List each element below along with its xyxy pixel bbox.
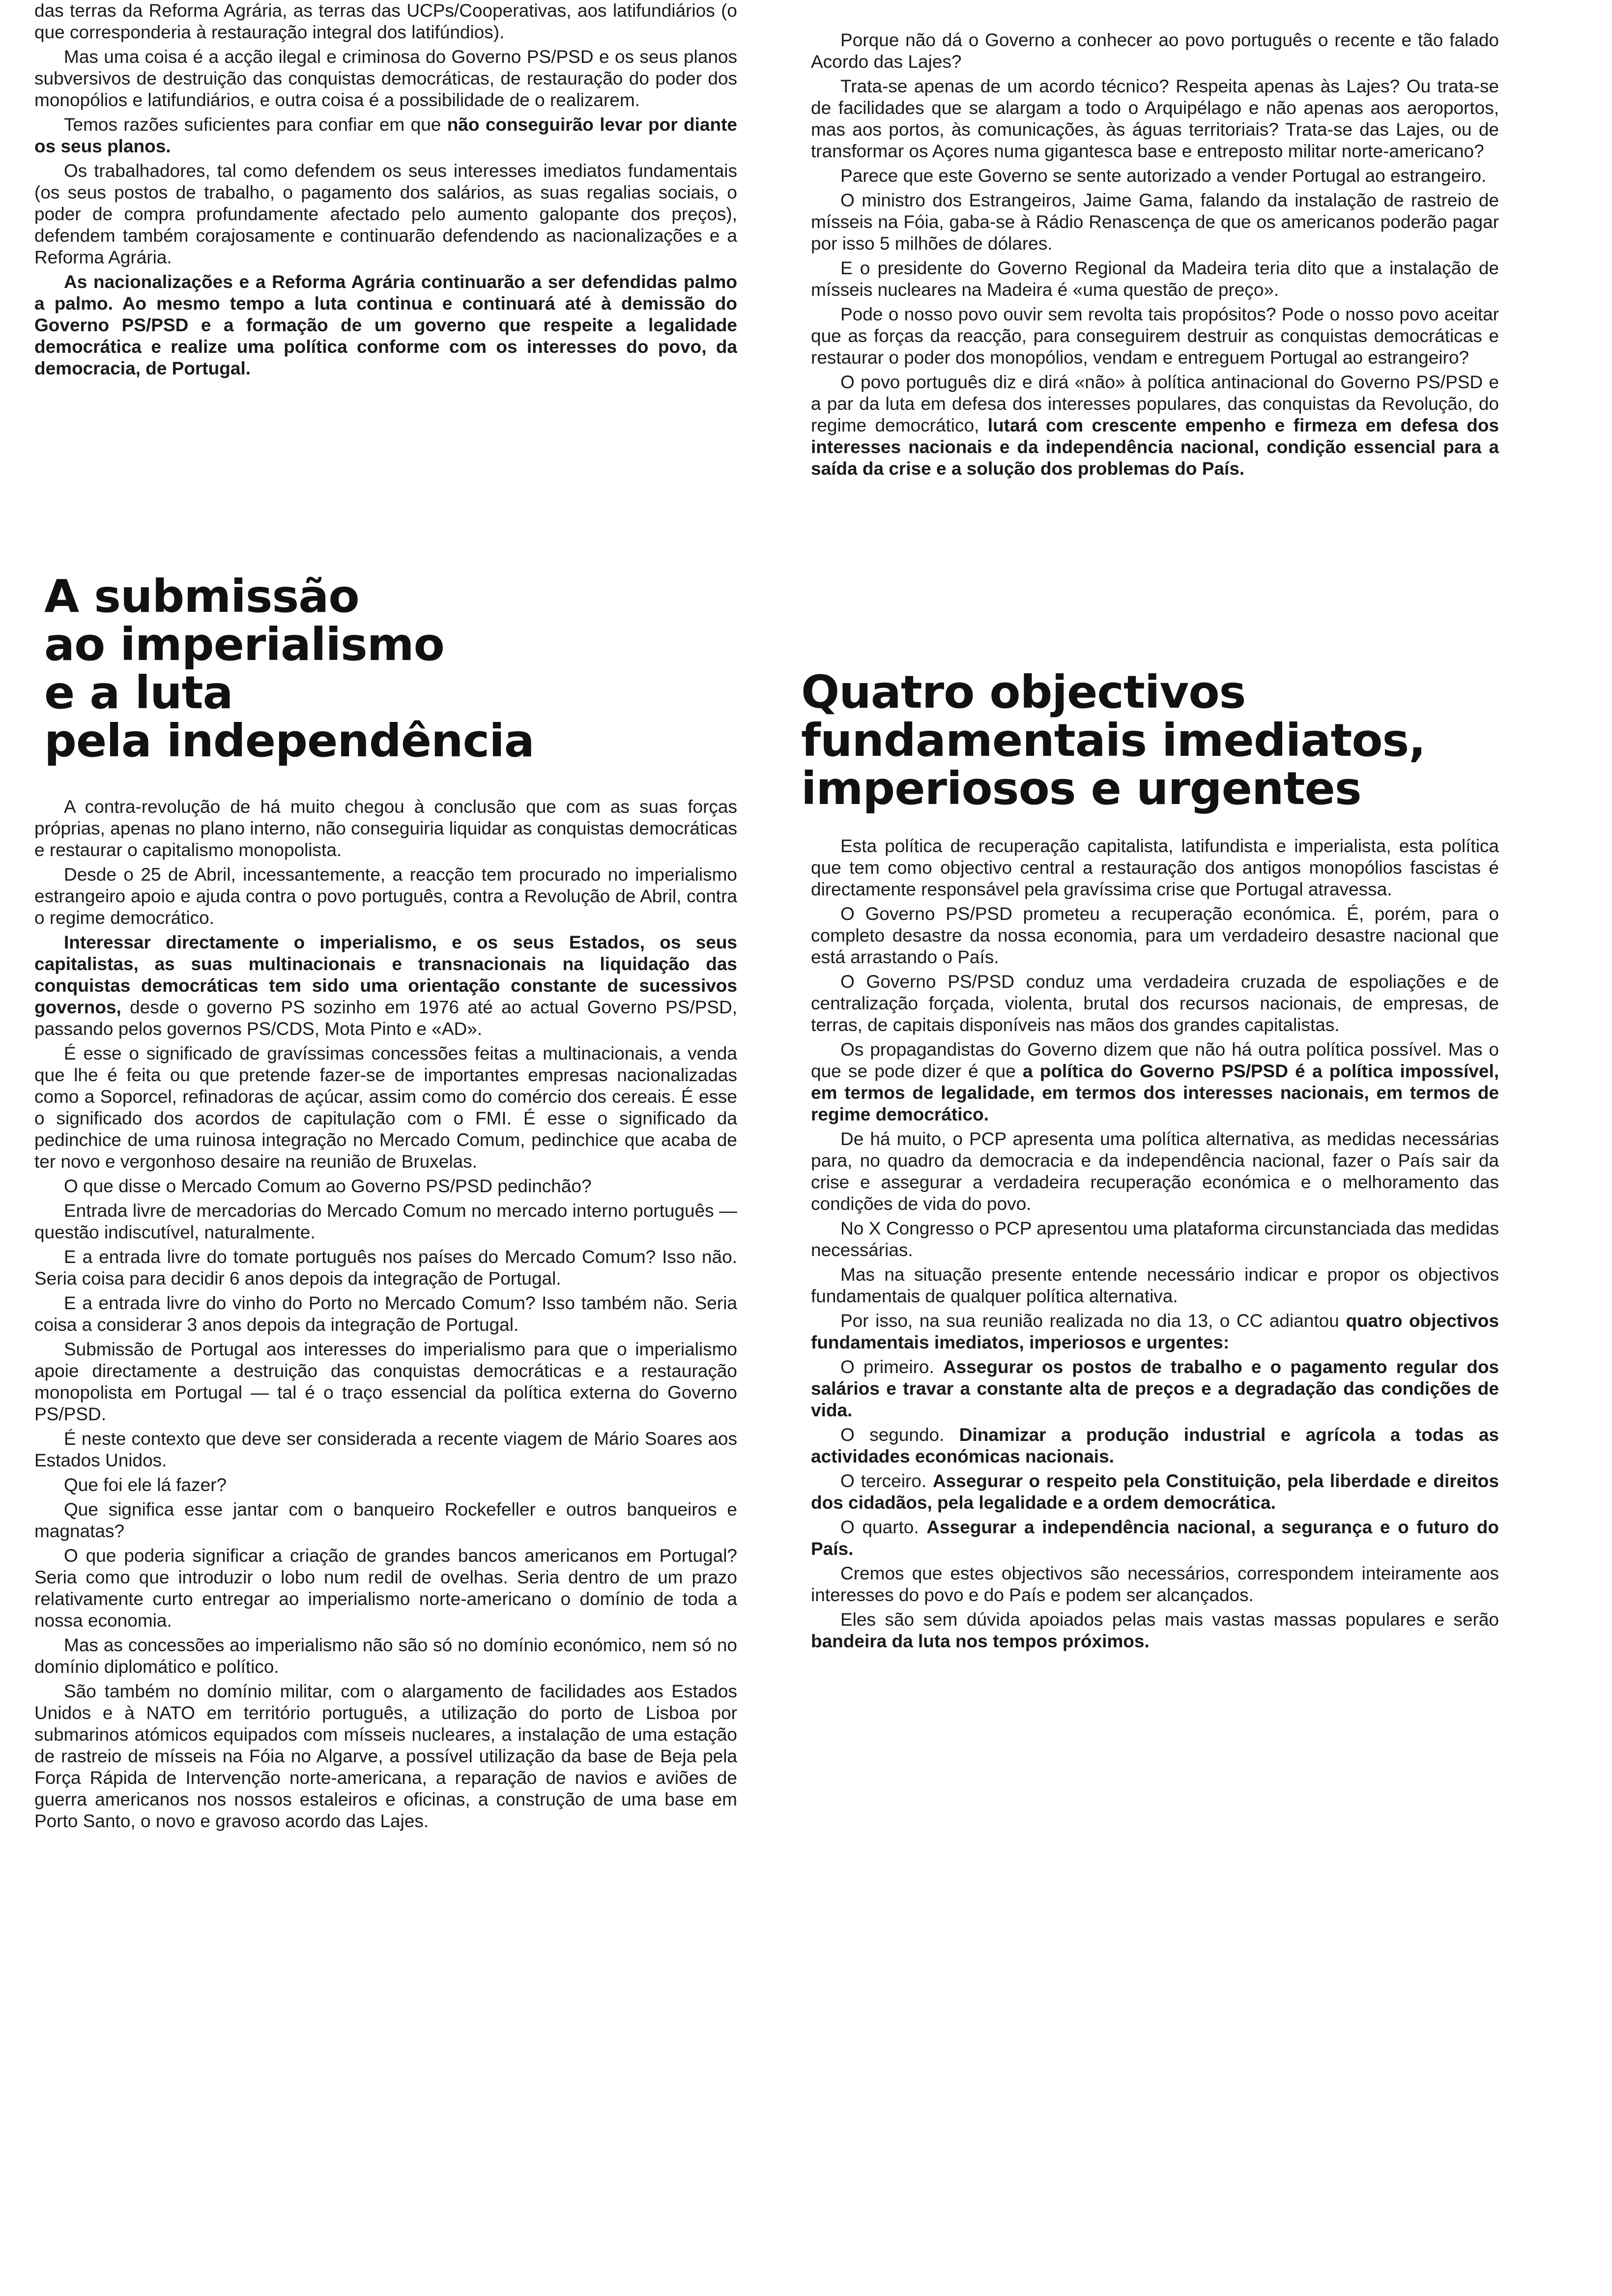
paragraph: E a entrada livre do vinho do Porto no Mercado Comum? Isso também não. Seria coisa a considerar 3 anos depois da integração de Portugal. [34, 1293, 737, 1335]
paragraph-emphasis: Assegurar os postos de trabalho e o pagamento regular dos salários e travar a constante alta de preços e a degradação das condições de vida. [811, 1357, 1499, 1420]
paragraph: das terras da Reforma Agrária, as terras das UCPs/Cooperativas, aos latifundiários (o que corresponderia à restauração integral dos latifúndios). [34, 0, 737, 42]
paragraph: Mas uma coisa é a acção ilegal e criminosa do Governo PS/PSD e os seus planos subversivos de destruição das conquistas democráticas, de restauração do poder dos monopólios e latifundiários, e outra coisa é a possibilidade de o realizarem. [34, 47, 737, 110]
paragraph-emphasis: não conseguirão levar por diante os seus planos. [34, 115, 737, 156]
paragraph-emphasis: quatro objectivos fundamentais imediatos, imperiosos e urgentes: [811, 1311, 1499, 1352]
paragraph: O Governo PS/PSD prometeu a recuperação económica. É, porém, para o completo desastre da nossa economia, para um verdadeiro desastre nacional que está arrastando o País. [811, 904, 1499, 967]
paragraph [811, 1609, 1499, 1652]
paragraph: São também no domínio militar, com o alargamento de facilidades aos Estados Unidos e à NATO em território português, a utilização do porto de Lisboa por submarinos atómicos equipados com mísseis nucleares, a instalação de uma estação de rastreio de mísseis na Fóia no Algarve, a possível utilização da base de Beja pela Força Rápida de Intervenção norte-americana, a reparação de navios e aviões de guerra americanos nos nossos estaleiros e oficinas, a construção de uma base em Porto Santo, o novo e gravoso acordo das Lajes. [34, 1681, 737, 1831]
paragraph: O Governo PS/PSD conduz uma verdadeira cruzada de espoliações e de centralização forçada, violenta, brutal dos recursos nacionais, de empresas, de terras, de capitais disponíveis nas mãos dos grandes capitalistas. [811, 972, 1499, 1035]
paragraph: No X Congresso o PCP apresentou uma plataforma circunstanciada das medidas necessárias. [811, 1218, 1499, 1260]
paragraph: É esse o significado de gravíssimas concessões feitas a multinacionais, a venda que lhe é feita ou que pretende fazer-se de importantes empresas nacionalizadas como a Soporcel, refinadoras de açúcar, assim como do comércio dos cereais. É esse o significado dos acordos de capitulação com o FMI. É esse o significado da pedinchice de uma ruinosa integração no Mercado Comum, pedinchice que acaba de ter novo e vergonhoso desaire na reunião de Bruxelas. [34, 1043, 737, 1172]
paragraph-emphasis: Assegurar a independência nacional, a segurança e o futuro do País. [811, 1517, 1499, 1559]
paragraph-emphasis: Dinamizar a produção industrial e agrícola a todas as actividades económicas nacionais. [811, 1425, 1499, 1466]
paragraph [811, 372, 1499, 480]
paragraph-text: Eles são sem dúvida apoiados pelas mais vastas massas populares e serão [840, 1609, 1499, 1630]
paragraph: O que disse o Mercado Comum ao Governo PS/PSD pedinchão? [64, 1176, 592, 1196]
paragraph-bold: As nacionalizações e a Reforma Agrária continuarão a ser defendidas palmo a palmo. Ao mesmo tempo a luta continua e continuará até à demissão do Governo PS/PSD e a formação de um governo que respeite a legalidade democrática e realize uma política conforme com os interesses do povo, da democracia, de Portugal. [34, 272, 737, 378]
paragraph [811, 1517, 1499, 1560]
paragraph-text: O povo português diz e dirá «não» à política antinacional do Governo PS/PSD e a par da luta em defesa dos interesses populares, das conquistas da Revolução, do regime democrático, [811, 372, 1499, 435]
right-column-bottom [811, 835, 1499, 1655]
paragraph: E a entrada livre do tomate português nos países do Mercado Comum? Isso não. Seria coisa para decidir 6 anos depois da integração de Portugal. [34, 1247, 737, 1289]
paragraph: Porque não dá o Governo a conhecer ao povo português o recente e tão falado Acordo das Lajes? [811, 30, 1499, 72]
paragraph-text: O segundo. [840, 1425, 959, 1445]
paragraph: É neste contexto que deve ser considerada a recente viagem de Mário Soares aos Estados Unidos. [34, 1429, 737, 1470]
paragraph: O que poderia significar a criação de grandes bancos americanos em Portugal? Seria como que introduzir o lobo num redil de ovelhas. Seria dentro de um prazo relativamente curto entregar ao imperialismo norte-americano o domínio de toda a nossa economia. [34, 1546, 737, 1631]
paragraph: Entrada livre de mercadorias do Mercado Comum no mercado interno português — questão indiscutível, naturalmente. [34, 1201, 737, 1242]
paragraph: De há muito, o PCP apresenta uma política alternativa, as medidas necessárias para, no quadro da democracia e da independência nacional, fazer o País sair da crise e assegurar a verdadeira recuperação económica e o melhoramento das condições de vida do povo. [811, 1129, 1499, 1214]
paragraph: Que foi ele lá fazer? [64, 1475, 227, 1495]
headline-line: e a luta [44, 666, 233, 719]
right-column-top [811, 29, 1499, 483]
paragraph-emphasis: lutará com crescente empenho e firmeza em defesa dos interesses nacionais e da independência nacional, condição essencial para a saída da crise e a solução dos problemas do País. [811, 415, 1499, 479]
paragraph: Que significa esse jantar com o banqueiro Rockefeller e outros banqueiros e magnatas? [34, 1499, 737, 1541]
paragraph [811, 1356, 1499, 1421]
paragraph [811, 1310, 1499, 1353]
paragraph: Mas na situação presente entende necessário indicar e propor os objectivos fundamentais de qualquer política alternativa. [811, 1264, 1499, 1306]
left-column-top [34, 0, 737, 382]
headline-line: pela independência [44, 715, 534, 767]
paragraph: Mas as concessões ao imperialismo não são só no domínio económico, nem só no domínio diplomático e político. [34, 1635, 737, 1677]
paragraph-emphasis: Interessar directamente o imperialismo, e os seus Estados, os seus capitalistas, as suas multinacionais e transnacionais na liquidação das conquistas democráticas tem sido uma orientação constante de sucessivos governos, [34, 932, 737, 1017]
paragraph-emphasis: a política do Governo PS/PSD é a política impossível, em termos de legalidade, em termos dos interesses nacionais, em termos de regime democrático. [811, 1061, 1499, 1124]
headline-line: A submissão [44, 570, 359, 623]
paragraph: Pode o nosso povo ouvir sem revolta tais propósitos? Pode o nosso povo aceitar que as forças da reacção, para conseguirem destruir as conquistas democráticas e restaurar o poder dos monopólios, vendam e entreguem Portugal ao estrangeiro? [811, 304, 1499, 368]
paragraph-text: Temos razões suficientes para confiar em que [64, 115, 447, 135]
paragraph: Cremos que estes objectivos são necessários, correspondem inteiramente aos interesses do povo e do País e podem ser alcançados. [811, 1563, 1499, 1605]
headline-line: ao imperialismo [44, 618, 444, 671]
paragraph-text: O quarto. [840, 1517, 927, 1537]
headline-line: imperiosos e urgentes [801, 762, 1361, 815]
paragraph [34, 932, 737, 1040]
paragraph-text: desde o governo PS sozinho em 1976 até ao actual Governo PS/PSD, passando pelos governos PS/CDS, Mota Pinto e «AD». [34, 997, 737, 1039]
paragraph: Desde o 25 de Abril, incessantemente, a reacção tem procurado no imperialismo estrangeiro apoio e ajuda contra o povo português, contra a Revolução de Abril, contra o regime democrático. [34, 864, 737, 928]
paragraph-text: O terceiro. [840, 1471, 933, 1491]
paragraph: Esta política de recuperação capitalista, latifundista e imperialista, esta política que tem como objectivo central a restauração dos antigos monopólios fascistas é directamente responsável pela gravíssima crise que Portugal atravessa. [811, 836, 1499, 899]
headline-line: fundamentais imediatos, [801, 714, 1426, 767]
paragraph: Submissão de Portugal aos interesses do imperialismo para que o imperialismo apoie directamente a destruição das conquistas democráticas e a restauração monopolista em Portugal — tal é o traço essencial da política externa do Governo PS/PSD. [34, 1339, 737, 1424]
paragraph-text: Por isso, na sua reunião realizada no dia 13, o CC adiantou [840, 1311, 1346, 1331]
paragraph [811, 1424, 1499, 1467]
headline-right [801, 668, 1489, 813]
paragraph [811, 1039, 1499, 1125]
paragraph-text: Os propagandistas do Governo dizem que não há outra política possível. Mas o que se pode dizer é que [811, 1039, 1499, 1081]
paragraph: Parece que este Governo se sente autorizado a vender Portugal ao estrangeiro. [840, 166, 1487, 186]
paragraph-emphasis: Assegurar o respeito pela Constituição, pela liberdade e direitos dos cidadãos, pela legalidade e a ordem democrática. [811, 1471, 1499, 1513]
paragraph-text: O primeiro. [840, 1357, 943, 1377]
paragraph: Trata-se apenas de um acordo técnico? Respeita apenas às Lajes? Ou trata-se de facilidades que se alargam a todo o Arquipélago e não apenas aos aeroportos, mas aos portos, às comunicações, às águas territoriais? Trata-se das Lajes, ou de transformar os Açores numa gigantesca base e entreposto militar norte-americano? [811, 76, 1499, 161]
headline-line: Quatro objectivos [801, 666, 1246, 718]
paragraph: O ministro dos Estrangeiros, Jaime Gama, falando da instalação de rastreio de mísseis na Fóia, gaba-se à Rádio Renascença de que os americanos poderão pagar por isso 5 milhões de dólares. [811, 190, 1499, 254]
left-column-bottom [34, 796, 737, 1835]
headline-left [44, 570, 722, 767]
paragraph: E o presidente do Governo Regional da Madeira teria dito que a instalação de mísseis nucleares na Madeira é «uma questão de preço». [811, 258, 1499, 300]
paragraph: A contra-revolução de há muito chegou à conclusão que com as suas forças próprias, apenas no plano interno, não conseguiria liquidar as conquistas democráticas e restaurar o capitalismo monopolista. [34, 797, 737, 860]
paragraph [811, 1470, 1499, 1514]
paragraph [34, 114, 737, 157]
paragraph-emphasis: bandeira da luta nos tempos próximos. [811, 1631, 1150, 1651]
paragraph: Os trabalhadores, tal como defendem os seus interesses imediatos fundamentais (os seus postos de trabalho, o pagamento dos salários, as suas regalias sociais, o poder de compra profundamente afectado pelo aumento galopante dos preços), defendem também corajosamente e continuarão defendendo as nacionalizações e a Reforma Agrária. [34, 161, 737, 267]
